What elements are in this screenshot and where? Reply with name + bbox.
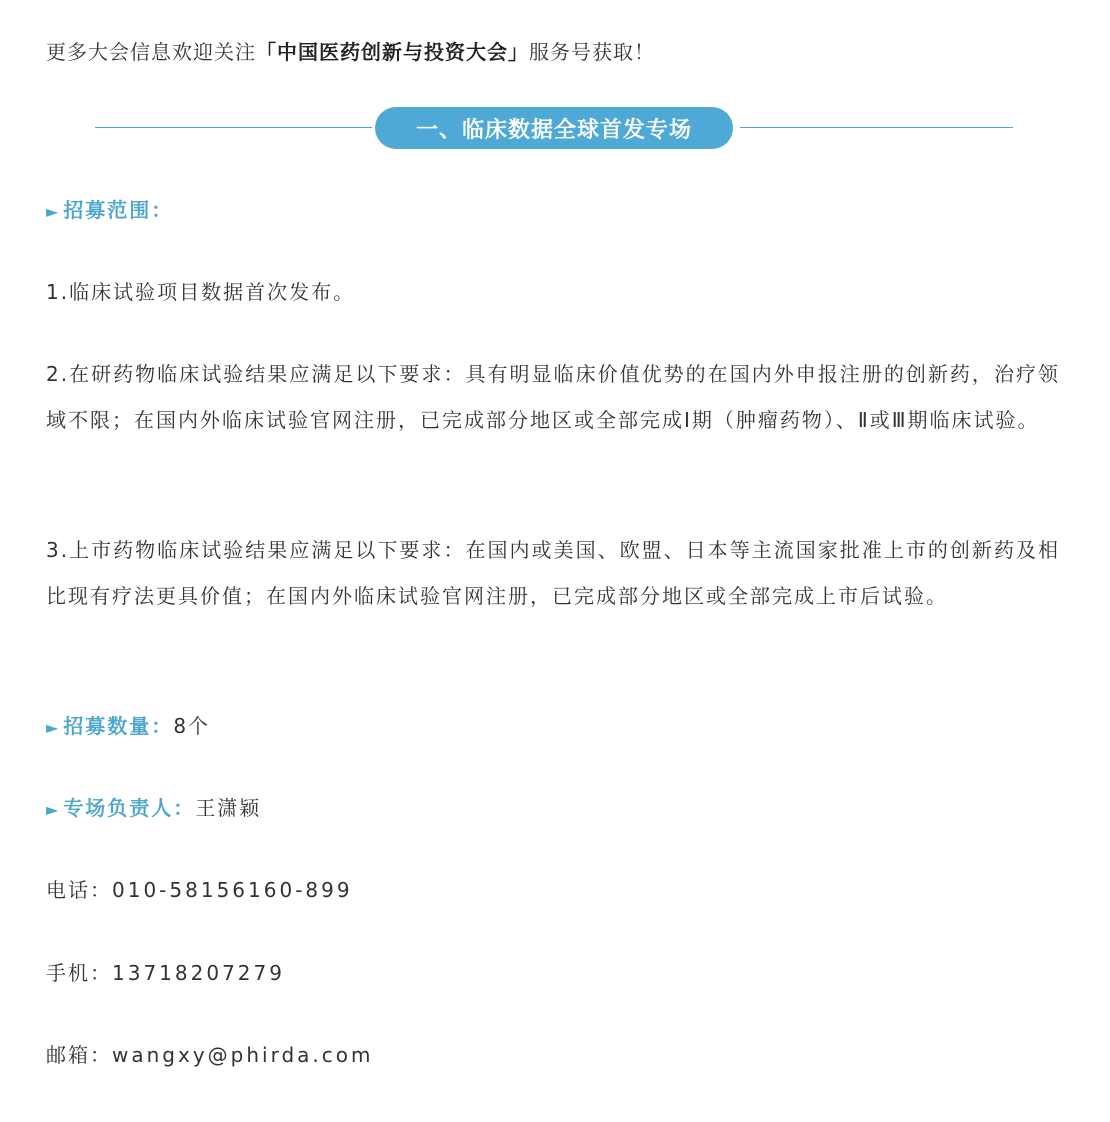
intro-suffix: 服务号获取！ <box>529 40 655 64</box>
mobile-value: 13718207279 <box>112 961 285 985</box>
conference-name: 「中国医药创新与投资大会」 <box>256 40 529 64</box>
phone-value: 010-58156160-899 <box>112 878 353 902</box>
triangle-right-icon: ► <box>46 800 61 819</box>
phone-line <box>46 867 1060 913</box>
mobile-label: 手机： <box>46 961 112 985</box>
section-title: 一、临床数据全球首发专场 <box>375 107 733 149</box>
email-value: wangxy@phirda.com <box>112 1043 374 1067</box>
phone-label: 电话： <box>46 878 112 902</box>
contact-person-label: 专场负责人： <box>63 796 196 820</box>
contact-person-name: 王潇颖 <box>195 796 262 820</box>
scope-item-3: 3.上市药物临床试验结果应满足以下要求：在国内或美国、欧盟、日本等主流国家批准上市的创新药及相比现有疗法更具价值；在国内外临床试验官网注册，已完成部分地区或全部完成上市后试验。 <box>46 538 1060 608</box>
triangle-right-icon: ► <box>46 718 61 737</box>
recruit-scope-heading <box>46 187 1060 235</box>
section-divider-left <box>95 127 372 128</box>
recruit-count-value: 8个 <box>173 714 211 738</box>
mobile-line <box>46 950 1060 996</box>
recruit-count-label: 招募数量： <box>63 714 174 738</box>
recruit-scope-label: 招募范围： <box>63 198 174 222</box>
triangle-right-icon: ► <box>46 202 61 221</box>
email-label: 邮箱： <box>46 1043 112 1067</box>
intro-line <box>46 36 655 68</box>
contact-person-line <box>46 785 1060 833</box>
intro-prefix: 更多大会信息欢迎关注 <box>46 40 256 64</box>
recruit-count-line <box>46 703 1060 751</box>
email-line <box>46 1032 1060 1078</box>
scope-item-2: 2.在研药物临床试验结果应满足以下要求：具有明显临床价值优势的在国内外申报注册的创新药，治疗领域不限；在国内外临床试验官网注册，已完成部分地区或全部完成Ⅰ期（肿瘤药物）、Ⅱ或Ⅲ期临床试验。 <box>46 362 1060 432</box>
scope-item-1: 1.临床试验项目数据首次发布。 <box>46 280 356 304</box>
section-divider-right <box>740 127 1013 128</box>
